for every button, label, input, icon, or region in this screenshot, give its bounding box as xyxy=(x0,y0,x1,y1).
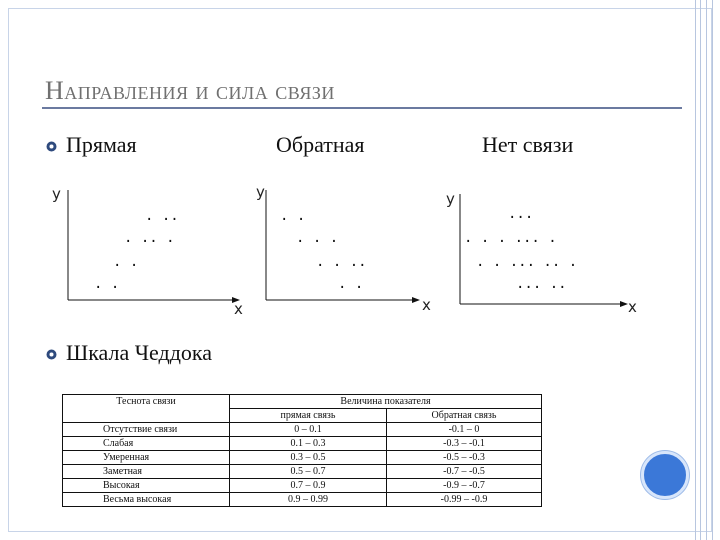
scatter-plot-inverse xyxy=(252,180,452,314)
x-axis-label: x xyxy=(234,300,243,318)
title-divider xyxy=(42,107,682,109)
y-axis-label: y xyxy=(52,185,61,203)
plot-label-none: Нет связи xyxy=(482,132,574,157)
table-row xyxy=(63,423,542,437)
slide-side-stripes xyxy=(692,0,720,540)
plot-label-direct: Прямая xyxy=(66,132,137,157)
scatter-plot-direct xyxy=(50,182,250,318)
table-row xyxy=(63,493,542,507)
table-row xyxy=(63,437,542,451)
row-direct: 0.5 – 0.7 xyxy=(230,465,387,479)
row-inverse: -0.5 – -0.3 xyxy=(387,451,542,465)
gear-bullet-icon xyxy=(45,348,58,361)
decorative-circle xyxy=(641,451,689,499)
slide-title: Направления и сила связи xyxy=(45,76,335,105)
row-name: Слабая xyxy=(63,437,230,451)
table-row xyxy=(63,465,542,479)
dot-row: ... .. xyxy=(516,276,567,292)
dot-row: . . xyxy=(94,276,120,292)
header-inverse: Обратная связь xyxy=(387,409,542,423)
row-inverse: -0.7 – -0.5 xyxy=(387,465,542,479)
plot-label-inverse: Обратная xyxy=(276,132,365,157)
dot-row: . . ... .. . xyxy=(476,254,578,270)
row-direct: 0.3 – 0.5 xyxy=(230,451,387,465)
row-inverse: -0.99 – -0.9 xyxy=(387,493,542,507)
header-tightness: Теснота связи xyxy=(63,395,230,423)
dot-row: . . xyxy=(113,254,139,270)
y-axis-label: y xyxy=(256,183,265,201)
dot-row: . . xyxy=(280,208,306,224)
x-axis-label: x xyxy=(628,298,637,316)
header-value: Величина показателя xyxy=(230,395,542,409)
scatter-plot-none xyxy=(444,188,644,318)
dot-row: . .. . xyxy=(124,230,175,246)
row-inverse: -0.9 – -0.7 xyxy=(387,479,542,493)
dot-row: . . xyxy=(338,276,364,292)
dot-row: . . . xyxy=(296,230,339,246)
bullet-label-chaddock: Шкала Чеддока xyxy=(66,340,213,365)
row-direct: 0.9 – 0.99 xyxy=(230,493,387,507)
row-direct: 0.7 – 0.9 xyxy=(230,479,387,493)
table-row xyxy=(63,479,542,493)
x-axis-label: x xyxy=(422,296,431,314)
row-inverse: -0.3 – -0.1 xyxy=(387,437,542,451)
header-direct: прямая связь xyxy=(230,409,387,423)
table-row xyxy=(63,451,542,465)
row-inverse: -0.1 – 0 xyxy=(387,423,542,437)
row-name: Весьма высокая xyxy=(63,493,230,507)
dot-row: . . . ... . xyxy=(464,230,557,246)
chaddock-table xyxy=(62,394,542,507)
row-name: Отсутствие связи xyxy=(63,423,230,437)
dot-row: ... xyxy=(508,206,534,222)
dot-row: . .. xyxy=(145,208,179,224)
gear-bullet-icon xyxy=(45,140,58,153)
row-name: Высокая xyxy=(63,479,230,493)
bullet-2 xyxy=(45,348,58,361)
row-name: Заметная xyxy=(63,465,230,479)
row-name: Умеренная xyxy=(63,451,230,465)
bullet-1 xyxy=(45,140,58,153)
row-direct: 0.1 – 0.3 xyxy=(230,437,387,451)
row-direct: 0 – 0.1 xyxy=(230,423,387,437)
y-axis-label: y xyxy=(446,190,455,208)
dot-row: . . .. xyxy=(316,254,367,270)
